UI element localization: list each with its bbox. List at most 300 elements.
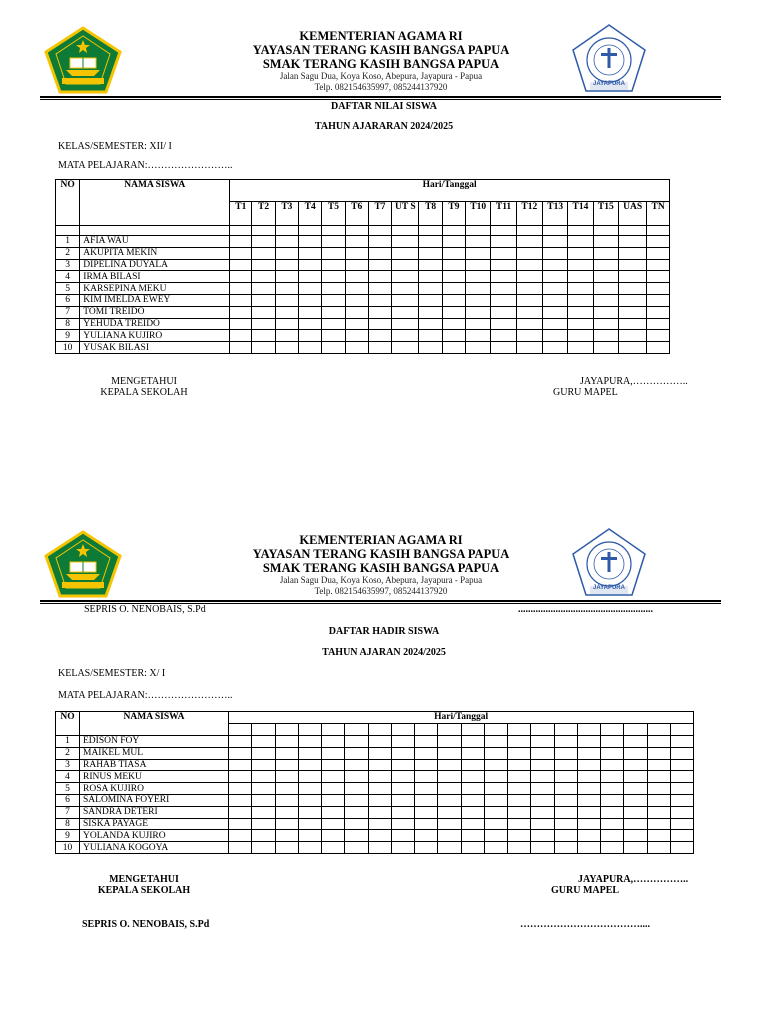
attendance-date-cell[interactable] [275, 724, 298, 736]
grade-cell[interactable] [322, 259, 345, 271]
grade-cell[interactable] [568, 318, 593, 330]
attendance-cell[interactable] [275, 771, 298, 783]
attendance-cell[interactable] [252, 747, 275, 759]
attendance-date-cell[interactable] [554, 724, 577, 736]
attendance-date-cell[interactable] [298, 724, 321, 736]
attendance-cell[interactable] [461, 806, 484, 818]
attendance-cell[interactable] [391, 759, 414, 771]
attendance-cell[interactable] [275, 783, 298, 795]
attendance-cell[interactable] [275, 794, 298, 806]
attendance-cell[interactable] [461, 759, 484, 771]
attendance-cell[interactable] [624, 818, 647, 830]
grade-cell[interactable] [230, 294, 252, 306]
attendance-cell[interactable] [322, 842, 345, 854]
attendance-cell[interactable] [322, 759, 345, 771]
grade-cell[interactable] [543, 236, 568, 248]
attendance-cell[interactable] [438, 759, 461, 771]
grade-cell[interactable] [275, 259, 298, 271]
grade-cell[interactable] [345, 259, 368, 271]
attendance-cell[interactable] [508, 759, 531, 771]
attendance-cell[interactable] [229, 747, 252, 759]
grade-cell[interactable] [392, 271, 419, 283]
attendance-cell[interactable] [345, 830, 368, 842]
attendance-cell[interactable] [508, 842, 531, 854]
attendance-cell[interactable] [484, 771, 507, 783]
attendance-cell[interactable] [415, 842, 438, 854]
attendance-cell[interactable] [508, 747, 531, 759]
attendance-cell[interactable] [252, 818, 275, 830]
grade-cell[interactable] [516, 342, 542, 354]
attendance-cell[interactable] [531, 818, 554, 830]
grade-cell[interactable] [299, 294, 322, 306]
grade-cell[interactable] [543, 306, 568, 318]
grade-cell[interactable] [647, 283, 670, 295]
attendance-cell[interactable] [275, 736, 298, 748]
attendance-cell[interactable] [345, 794, 368, 806]
grade-cell[interactable] [491, 259, 516, 271]
attendance-cell[interactable] [252, 736, 275, 748]
grade-cell[interactable] [491, 271, 516, 283]
grade-cell[interactable] [368, 306, 391, 318]
attendance-cell[interactable] [345, 771, 368, 783]
attendance-date-cell[interactable] [508, 724, 531, 736]
grade-cell[interactable] [299, 306, 322, 318]
grade-cell[interactable] [322, 294, 345, 306]
grade-cell[interactable] [516, 330, 542, 342]
attendance-cell[interactable] [508, 830, 531, 842]
grade-cell[interactable] [252, 283, 275, 295]
grade-cell[interactable] [419, 342, 442, 354]
attendance-cell[interactable] [484, 759, 507, 771]
attendance-cell[interactable] [461, 783, 484, 795]
grade-cell[interactable] [618, 236, 646, 248]
attendance-cell[interactable] [624, 747, 647, 759]
attendance-cell[interactable] [508, 771, 531, 783]
grade-cell[interactable] [345, 283, 368, 295]
attendance-cell[interactable] [670, 771, 694, 783]
attendance-cell[interactable] [670, 759, 694, 771]
attendance-cell[interactable] [345, 747, 368, 759]
attendance-cell[interactable] [647, 842, 670, 854]
attendance-cell[interactable] [438, 747, 461, 759]
grade-cell[interactable] [345, 236, 368, 248]
grade-cell[interactable] [466, 247, 491, 259]
attendance-cell[interactable] [577, 736, 600, 748]
attendance-cell[interactable] [601, 794, 624, 806]
grade-cell[interactable] [275, 318, 298, 330]
grade-cell[interactable] [299, 330, 322, 342]
attendance-cell[interactable] [461, 794, 484, 806]
grade-cell[interactable] [392, 259, 419, 271]
grade-cell[interactable] [230, 330, 252, 342]
attendance-cell[interactable] [438, 736, 461, 748]
attendance-cell[interactable] [438, 783, 461, 795]
attendance-cell[interactable] [438, 842, 461, 854]
grade-cell[interactable] [230, 247, 252, 259]
grade-cell[interactable] [491, 318, 516, 330]
grade-cell[interactable] [516, 294, 542, 306]
grade-cell[interactable] [647, 259, 670, 271]
attendance-date-cell[interactable] [461, 724, 484, 736]
grade-cell[interactable] [345, 294, 368, 306]
attendance-cell[interactable] [229, 771, 252, 783]
grade-cell[interactable] [368, 294, 391, 306]
grade-cell[interactable] [647, 294, 670, 306]
attendance-cell[interactable] [670, 818, 694, 830]
grade-cell[interactable] [299, 259, 322, 271]
attendance-cell[interactable] [577, 794, 600, 806]
attendance-cell[interactable] [415, 794, 438, 806]
attendance-cell[interactable] [554, 830, 577, 842]
attendance-cell[interactable] [624, 830, 647, 842]
grade-cell[interactable] [322, 271, 345, 283]
attendance-cell[interactable] [531, 830, 554, 842]
attendance-cell[interactable] [531, 747, 554, 759]
attendance-cell[interactable] [438, 830, 461, 842]
grade-cell[interactable] [442, 259, 465, 271]
attendance-cell[interactable] [624, 842, 647, 854]
attendance-cell[interactable] [601, 842, 624, 854]
attendance-cell[interactable] [508, 783, 531, 795]
attendance-cell[interactable] [415, 759, 438, 771]
attendance-cell[interactable] [647, 783, 670, 795]
grade-cell[interactable] [419, 294, 442, 306]
attendance-cell[interactable] [275, 842, 298, 854]
grade-cell[interactable] [466, 294, 491, 306]
grade-cell[interactable] [252, 259, 275, 271]
attendance-cell[interactable] [554, 818, 577, 830]
attendance-cell[interactable] [554, 794, 577, 806]
attendance-cell[interactable] [368, 818, 391, 830]
attendance-cell[interactable] [391, 818, 414, 830]
attendance-cell[interactable] [298, 747, 321, 759]
grade-cell[interactable] [491, 294, 516, 306]
grade-cell[interactable] [322, 318, 345, 330]
grade-cell[interactable] [593, 318, 618, 330]
attendance-cell[interactable] [391, 842, 414, 854]
grade-cell[interactable] [252, 247, 275, 259]
grade-cell[interactable] [466, 330, 491, 342]
grade-cell[interactable] [368, 342, 391, 354]
grade-cell[interactable] [516, 283, 542, 295]
attendance-cell[interactable] [252, 771, 275, 783]
attendance-cell[interactable] [345, 759, 368, 771]
attendance-cell[interactable] [391, 783, 414, 795]
attendance-cell[interactable] [531, 736, 554, 748]
grade-cell[interactable] [466, 283, 491, 295]
attendance-cell[interactable] [345, 736, 368, 748]
attendance-date-cell[interactable] [647, 724, 670, 736]
attendance-cell[interactable] [601, 759, 624, 771]
grade-cell[interactable] [466, 342, 491, 354]
attendance-cell[interactable] [298, 842, 321, 854]
attendance-cell[interactable] [229, 806, 252, 818]
grade-cell[interactable] [322, 342, 345, 354]
attendance-cell[interactable] [298, 771, 321, 783]
attendance-cell[interactable] [647, 736, 670, 748]
attendance-cell[interactable] [670, 842, 694, 854]
grade-cell[interactable] [299, 318, 322, 330]
attendance-cell[interactable] [368, 842, 391, 854]
grade-cell[interactable] [345, 247, 368, 259]
grade-cell[interactable] [568, 283, 593, 295]
grade-cell[interactable] [419, 236, 442, 248]
grade-cell[interactable] [345, 318, 368, 330]
attendance-cell[interactable] [647, 806, 670, 818]
attendance-cell[interactable] [531, 759, 554, 771]
grade-cell[interactable] [299, 271, 322, 283]
attendance-cell[interactable] [624, 771, 647, 783]
attendance-date-cell[interactable] [229, 724, 252, 736]
grade-cell[interactable] [419, 247, 442, 259]
grade-cell[interactable] [368, 259, 391, 271]
grade-cell[interactable] [593, 342, 618, 354]
grade-cell[interactable] [593, 236, 618, 248]
grade-cell[interactable] [322, 330, 345, 342]
grade-cell[interactable] [368, 318, 391, 330]
attendance-cell[interactable] [577, 830, 600, 842]
attendance-cell[interactable] [391, 806, 414, 818]
grade-cell[interactable] [442, 283, 465, 295]
attendance-cell[interactable] [322, 783, 345, 795]
grade-cell[interactable] [230, 306, 252, 318]
grade-cell[interactable] [275, 330, 298, 342]
attendance-cell[interactable] [461, 842, 484, 854]
attendance-cell[interactable] [554, 736, 577, 748]
attendance-cell[interactable] [461, 771, 484, 783]
grade-cell[interactable] [618, 318, 646, 330]
attendance-cell[interactable] [368, 759, 391, 771]
attendance-cell[interactable] [531, 806, 554, 818]
attendance-cell[interactable] [531, 783, 554, 795]
grade-cell[interactable] [230, 283, 252, 295]
attendance-cell[interactable] [601, 806, 624, 818]
grade-cell[interactable] [516, 271, 542, 283]
attendance-date-cell[interactable] [531, 724, 554, 736]
attendance-cell[interactable] [647, 771, 670, 783]
attendance-cell[interactable] [345, 818, 368, 830]
attendance-date-cell[interactable] [345, 724, 368, 736]
attendance-cell[interactable] [415, 771, 438, 783]
grade-cell[interactable] [442, 342, 465, 354]
grade-cell[interactable] [345, 330, 368, 342]
attendance-cell[interactable] [577, 842, 600, 854]
attendance-cell[interactable] [601, 736, 624, 748]
attendance-cell[interactable] [508, 794, 531, 806]
grade-cell[interactable] [618, 283, 646, 295]
grade-cell[interactable] [230, 259, 252, 271]
grade-cell[interactable] [392, 306, 419, 318]
attendance-cell[interactable] [438, 771, 461, 783]
attendance-cell[interactable] [624, 783, 647, 795]
attendance-cell[interactable] [601, 818, 624, 830]
grade-cell[interactable] [618, 330, 646, 342]
grade-cell[interactable] [252, 342, 275, 354]
attendance-cell[interactable] [461, 747, 484, 759]
attendance-cell[interactable] [252, 806, 275, 818]
attendance-cell[interactable] [461, 818, 484, 830]
attendance-cell[interactable] [322, 818, 345, 830]
grade-cell[interactable] [252, 330, 275, 342]
attendance-cell[interactable] [322, 736, 345, 748]
attendance-cell[interactable] [601, 830, 624, 842]
grade-cell[interactable] [618, 306, 646, 318]
grade-cell[interactable] [392, 247, 419, 259]
attendance-cell[interactable] [484, 818, 507, 830]
grade-cell[interactable] [392, 330, 419, 342]
attendance-cell[interactable] [670, 794, 694, 806]
grade-cell[interactable] [543, 271, 568, 283]
grade-cell[interactable] [368, 247, 391, 259]
grade-cell[interactable] [516, 259, 542, 271]
attendance-date-cell[interactable] [252, 724, 275, 736]
grade-cell[interactable] [647, 330, 670, 342]
grade-cell[interactable] [618, 259, 646, 271]
grade-cell[interactable] [392, 318, 419, 330]
grade-cell[interactable] [368, 283, 391, 295]
grade-cell[interactable] [568, 236, 593, 248]
attendance-cell[interactable] [229, 818, 252, 830]
attendance-cell[interactable] [508, 736, 531, 748]
attendance-cell[interactable] [252, 842, 275, 854]
attendance-cell[interactable] [322, 830, 345, 842]
grade-cell[interactable] [516, 318, 542, 330]
attendance-cell[interactable] [275, 759, 298, 771]
grade-cell[interactable] [618, 247, 646, 259]
attendance-cell[interactable] [484, 806, 507, 818]
attendance-cell[interactable] [368, 794, 391, 806]
attendance-cell[interactable] [554, 747, 577, 759]
attendance-cell[interactable] [508, 818, 531, 830]
attendance-cell[interactable] [391, 736, 414, 748]
attendance-cell[interactable] [298, 818, 321, 830]
attendance-cell[interactable] [252, 783, 275, 795]
grade-cell[interactable] [543, 294, 568, 306]
grade-cell[interactable] [516, 306, 542, 318]
grade-cell[interactable] [466, 259, 491, 271]
attendance-cell[interactable] [345, 806, 368, 818]
attendance-cell[interactable] [368, 830, 391, 842]
attendance-cell[interactable] [531, 794, 554, 806]
attendance-cell[interactable] [345, 842, 368, 854]
grade-cell[interactable] [543, 318, 568, 330]
grade-cell[interactable] [230, 236, 252, 248]
attendance-cell[interactable] [577, 747, 600, 759]
attendance-cell[interactable] [554, 771, 577, 783]
grade-cell[interactable] [275, 306, 298, 318]
attendance-cell[interactable] [461, 830, 484, 842]
grade-cell[interactable] [230, 271, 252, 283]
attendance-cell[interactable] [531, 842, 554, 854]
grade-cell[interactable] [593, 306, 618, 318]
attendance-cell[interactable] [252, 830, 275, 842]
grade-cell[interactable] [442, 236, 465, 248]
attendance-cell[interactable] [670, 830, 694, 842]
grade-cell[interactable] [593, 271, 618, 283]
grade-cell[interactable] [442, 247, 465, 259]
grade-cell[interactable] [593, 259, 618, 271]
attendance-cell[interactable] [229, 794, 252, 806]
attendance-cell[interactable] [415, 818, 438, 830]
attendance-cell[interactable] [275, 747, 298, 759]
grade-cell[interactable] [647, 342, 670, 354]
grade-cell[interactable] [593, 283, 618, 295]
grade-cell[interactable] [322, 283, 345, 295]
attendance-cell[interactable] [554, 783, 577, 795]
attendance-cell[interactable] [438, 806, 461, 818]
grade-cell[interactable] [516, 236, 542, 248]
grade-cell[interactable] [491, 306, 516, 318]
attendance-cell[interactable] [391, 830, 414, 842]
attendance-date-cell[interactable] [438, 724, 461, 736]
attendance-cell[interactable] [298, 736, 321, 748]
attendance-date-cell[interactable] [624, 724, 647, 736]
grade-cell[interactable] [230, 342, 252, 354]
attendance-cell[interactable] [322, 747, 345, 759]
grade-cell[interactable] [299, 342, 322, 354]
grade-cell[interactable] [275, 247, 298, 259]
attendance-cell[interactable] [391, 771, 414, 783]
grade-cell[interactable] [252, 318, 275, 330]
attendance-cell[interactable] [670, 783, 694, 795]
grade-cell[interactable] [491, 330, 516, 342]
grade-cell[interactable] [419, 259, 442, 271]
grade-cell[interactable] [568, 306, 593, 318]
attendance-cell[interactable] [670, 736, 694, 748]
grade-cell[interactable] [368, 271, 391, 283]
grade-cell[interactable] [618, 294, 646, 306]
grade-cell[interactable] [466, 271, 491, 283]
attendance-cell[interactable] [647, 759, 670, 771]
grade-cell[interactable] [442, 306, 465, 318]
attendance-cell[interactable] [298, 794, 321, 806]
attendance-date-cell[interactable] [322, 724, 345, 736]
attendance-cell[interactable] [275, 818, 298, 830]
grade-cell[interactable] [568, 271, 593, 283]
grade-cell[interactable] [322, 306, 345, 318]
attendance-cell[interactable] [577, 783, 600, 795]
grade-cell[interactable] [647, 247, 670, 259]
grade-cell[interactable] [345, 306, 368, 318]
attendance-date-cell[interactable] [601, 724, 624, 736]
attendance-cell[interactable] [368, 783, 391, 795]
attendance-cell[interactable] [484, 783, 507, 795]
grade-cell[interactable] [322, 247, 345, 259]
grade-cell[interactable] [568, 247, 593, 259]
grade-cell[interactable] [345, 271, 368, 283]
grade-cell[interactable] [442, 294, 465, 306]
attendance-cell[interactable] [577, 818, 600, 830]
attendance-cell[interactable] [252, 759, 275, 771]
grade-cell[interactable] [419, 271, 442, 283]
attendance-cell[interactable] [577, 759, 600, 771]
grade-cell[interactable] [419, 283, 442, 295]
grade-cell[interactable] [275, 342, 298, 354]
grade-cell[interactable] [647, 318, 670, 330]
attendance-cell[interactable] [415, 783, 438, 795]
attendance-cell[interactable] [484, 794, 507, 806]
attendance-cell[interactable] [508, 806, 531, 818]
grade-cell[interactable] [252, 306, 275, 318]
grade-cell[interactable] [593, 247, 618, 259]
attendance-date-cell[interactable] [484, 724, 507, 736]
grade-cell[interactable] [392, 294, 419, 306]
grade-cell[interactable] [322, 236, 345, 248]
attendance-cell[interactable] [415, 806, 438, 818]
grade-cell[interactable] [618, 342, 646, 354]
grade-cell[interactable] [647, 306, 670, 318]
grade-cell[interactable] [543, 330, 568, 342]
